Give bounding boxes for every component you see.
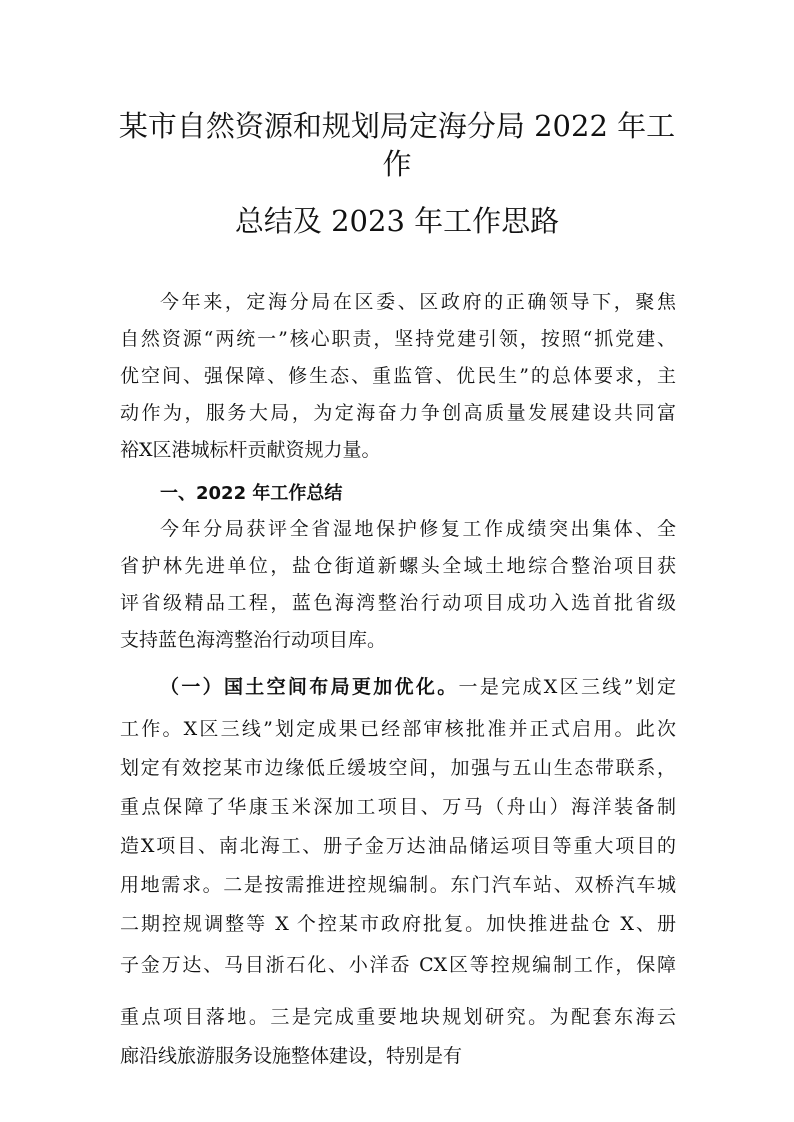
paragraph-3-line-1: [160, 674, 676, 700]
paragraph-3-line-8: 子金万达、马目浙石化、小洋岙 CX区等控规编制工作，保障: [120, 954, 676, 976]
section-1-heading: 一、2022 年工作总结: [160, 483, 343, 504]
paragraph-1-line-5: 裕X区港城标杆贡献资规力量。: [120, 439, 381, 461]
paragraph-1-line-3: 优空间、强保障、修生态、重监管、优民生”的总体要求，主: [120, 365, 676, 387]
document-title-line-1: 某市自然资源和规划局定海分局 2022 年工: [118, 109, 676, 143]
paragraph-2-line-1: 今年分局获评全省湿地保护修复工作成绩突出集体、全: [160, 518, 676, 540]
paragraph-3-line-7: 二期控规调整等 X 个控某市政府批复。加快推进盐仓 X、册: [120, 913, 676, 935]
paragraph-3-line-5: 造X项目、南北海工、册子金万达油品储运项目等重大项目的: [120, 835, 676, 857]
paragraph-3-line-2: 工作。X区三线”划定成果已经部审核批准并正式启用。此次: [120, 718, 676, 740]
paragraph-3-line-4: 重点保障了华康玉米深加工项目、万马（舟山）海洋装备制: [120, 796, 676, 818]
paragraph-3-line-1-text: 一是完成X区三线”划定: [458, 676, 676, 698]
paragraph-1-line-2: 自然资源“两统一”核心职责，坚持党建引领，按照“抓党建、: [120, 328, 676, 350]
paragraph-1-line-4: 动作为，服务大局，为定海奋力争创高质量发展建设共同富: [120, 402, 676, 424]
subsection-1-heading: （一）国土空间布局更加优化。: [160, 676, 459, 698]
paragraph-1-line-1: 今年来，定海分局在区委、区政府的正确领导下，聚焦: [160, 291, 676, 313]
paragraph-3-line-6: 用地需求。二是按需推进控规编制。东门汽车站、双桥汽车城: [120, 874, 676, 896]
paragraph-3-line-3: 划定有效挖某市边缘低丘缓坡空间，加强与五山生态带联系，: [120, 757, 676, 779]
document-title-line-2: 作: [382, 147, 412, 181]
paragraph-3-line-10: 廊沿线旅游服务设施整体建设，特别是有: [120, 1045, 463, 1067]
document-title-line-3: 总结及 2023 年工作思路: [234, 204, 560, 238]
paragraph-3-line-9: 重点项目落地。三是完成重要地块规划研究。为配套东海云: [120, 1006, 676, 1028]
paragraph-2-line-2: 省护林先进单位，盐仓街道新螺头全域土地综合整治项目获: [120, 555, 676, 577]
paragraph-2-line-4: 支持蓝色海湾整治行动项目库。: [120, 629, 387, 651]
paragraph-2-line-3: 评省级精品工程，蓝色海湾整治行动项目成功入选首批省级: [120, 592, 676, 614]
